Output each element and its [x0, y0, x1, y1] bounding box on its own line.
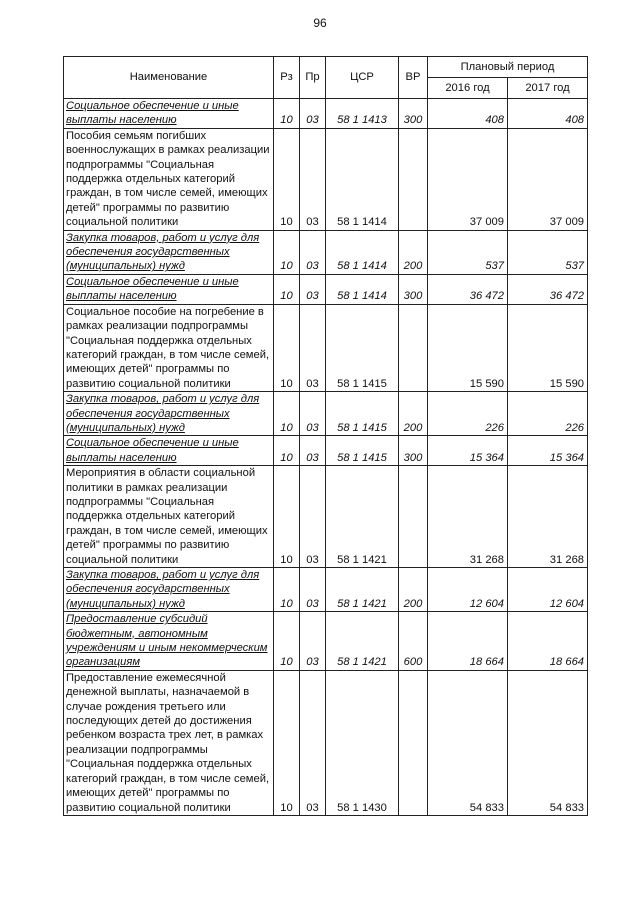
- table-row: [64, 230, 588, 274]
- cell-2017: 408: [508, 99, 588, 129]
- table-row: [64, 568, 588, 612]
- cell-vr: [399, 304, 428, 391]
- cell-name: Предоставление ежемесячной денежной выплаты, назначаемой в случае рождения третьего или последующих детей до достижения ребенком возраста трех лет, в рамках реализации подпрограммы "Социальная поддержка отдельных категорий граждан, в том числе семей, имеющих детей" программы по развитию социальной политики: [64, 670, 274, 815]
- cell-rz: 10: [274, 670, 300, 815]
- cell-name: [64, 436, 274, 466]
- cell-name-text: Социальное обеспечение и иные выплаты населению: [66, 275, 239, 303]
- cell-pr: 03: [300, 466, 326, 568]
- cell-name: Пособия семьям погибших военнослужащих в рамках реализации подпрограммы "Социальная поддержка отдельных категорий граждан, в том числе семей, имеющих детей" программы по развитию социальной политики: [64, 128, 274, 230]
- cell-rz: 10: [274, 436, 300, 466]
- table-row: [64, 612, 588, 671]
- cell-2016: 15 590: [428, 304, 508, 391]
- cell-vr: [399, 670, 428, 815]
- cell-2017: 12 604: [508, 568, 588, 612]
- cell-2017: 54 833: [508, 670, 588, 815]
- cell-rz: 10: [274, 274, 300, 304]
- header-csr: ЦСР: [326, 57, 399, 99]
- cell-rz: 10: [274, 466, 300, 568]
- cell-2016: 18 664: [428, 612, 508, 671]
- cell-name-text: Предоставление субсидий бюджетным, автономным учреждениям и иным некоммерческим организациям: [66, 613, 268, 669]
- cell-vr: 300: [399, 99, 428, 129]
- cell-vr: 600: [399, 612, 428, 671]
- cell-pr: 03: [300, 612, 326, 671]
- cell-pr: 03: [300, 274, 326, 304]
- cell-name: [64, 568, 274, 612]
- header-pr: Пр: [300, 57, 326, 99]
- cell-pr: 03: [300, 99, 326, 129]
- table-row: [64, 466, 588, 568]
- cell-2017: 537: [508, 230, 588, 274]
- cell-rz: 10: [274, 304, 300, 391]
- cell-csr: 58 1 1430: [326, 670, 399, 815]
- cell-2016: 408: [428, 99, 508, 129]
- table-row: [64, 128, 588, 230]
- cell-name: [64, 99, 274, 129]
- cell-name-text: Закупка товаров, работ и услуг для обеспечения государственных (муниципальных) нужд: [66, 569, 260, 610]
- cell-csr: 58 1 1421: [326, 568, 399, 612]
- header-year-2017: 2017 год: [508, 78, 588, 99]
- cell-csr: 58 1 1414: [326, 274, 399, 304]
- cell-rz: 10: [274, 568, 300, 612]
- cell-rz: 10: [274, 99, 300, 129]
- cell-csr: 58 1 1413: [326, 99, 399, 129]
- cell-name: Мероприятия в области социальной политики в рамках реализации подпрограммы "Социальная поддержка отдельных категорий граждан, в том числе семей, имеющих детей" программы по развитию социальной политики: [64, 466, 274, 568]
- cell-vr: [399, 128, 428, 230]
- cell-csr: 58 1 1421: [326, 612, 399, 671]
- cell-name: [64, 612, 274, 671]
- cell-2016: 31 268: [428, 466, 508, 568]
- cell-rz: 10: [274, 392, 300, 436]
- cell-vr: [399, 466, 428, 568]
- cell-csr: 58 1 1421: [326, 466, 399, 568]
- cell-name: Социальное пособие на погребение в рамках реализации подпрограммы "Социальная поддержка отдельных категорий граждан, в том числе семей, имеющих детей" программы по развитию социальной политики: [64, 304, 274, 391]
- cell-name-text: Социальное обеспечение и иные выплаты населению: [66, 437, 239, 464]
- cell-vr: 200: [399, 230, 428, 274]
- cell-name-text: Социальное обеспечение и иные выплаты населению: [66, 100, 239, 127]
- cell-pr: 03: [300, 392, 326, 436]
- header-rz: Рз: [274, 57, 300, 99]
- table-header-row: [64, 57, 588, 78]
- cell-name-text: Закупка товаров, работ и услуг для обеспечения государственных (муниципальных) нужд: [66, 393, 260, 434]
- cell-2016: 36 472: [428, 274, 508, 304]
- cell-2016: 12 604: [428, 568, 508, 612]
- cell-csr: 58 1 1414: [326, 230, 399, 274]
- cell-vr: 200: [399, 568, 428, 612]
- cell-2016: 226: [428, 392, 508, 436]
- cell-rz: 10: [274, 612, 300, 671]
- table-row: [64, 304, 588, 391]
- table-row: [64, 436, 588, 466]
- cell-2017: 31 268: [508, 466, 588, 568]
- cell-name-text: Закупка товаров, работ и услуг для обеспечения государственных (муниципальных) нужд: [66, 231, 260, 273]
- cell-vr: 200: [399, 392, 428, 436]
- header-planned-period: Плановый период: [428, 57, 588, 78]
- cell-pr: 03: [300, 230, 326, 274]
- cell-rz: 10: [274, 230, 300, 274]
- budget-table: [63, 56, 588, 816]
- cell-csr: 58 1 1415: [326, 304, 399, 391]
- cell-2017: 36 472: [508, 274, 588, 304]
- page-number: 96: [313, 16, 327, 30]
- cell-pr: 03: [300, 568, 326, 612]
- table-row: [64, 99, 588, 129]
- cell-2017: 15 590: [508, 304, 588, 391]
- cell-2017: 226: [508, 392, 588, 436]
- cell-vr: 300: [399, 436, 428, 466]
- cell-pr: 03: [300, 128, 326, 230]
- cell-csr: 58 1 1414: [326, 128, 399, 230]
- cell-2017: 15 364: [508, 436, 588, 466]
- cell-2016: 537: [428, 230, 508, 274]
- table-row: [64, 670, 588, 815]
- cell-name: [64, 274, 274, 304]
- cell-pr: 03: [300, 670, 326, 815]
- cell-vr: 300: [399, 274, 428, 304]
- cell-2016: 37 009: [428, 128, 508, 230]
- cell-rz: 10: [274, 128, 300, 230]
- table-body: [64, 99, 588, 816]
- header-year-2016: 2016 год: [428, 78, 508, 99]
- cell-2016: 54 833: [428, 670, 508, 815]
- table-row: [64, 392, 588, 436]
- cell-2016: 15 364: [428, 436, 508, 466]
- header-vr: ВР: [399, 57, 428, 99]
- cell-csr: 58 1 1415: [326, 392, 399, 436]
- cell-2017: 37 009: [508, 128, 588, 230]
- table-row: [64, 274, 588, 304]
- cell-pr: 03: [300, 304, 326, 391]
- cell-name: [64, 230, 274, 274]
- cell-csr: 58 1 1415: [326, 436, 399, 466]
- header-name: Наименование: [64, 57, 274, 99]
- cell-name: [64, 392, 274, 436]
- cell-pr: 03: [300, 436, 326, 466]
- cell-2017: 18 664: [508, 612, 588, 671]
